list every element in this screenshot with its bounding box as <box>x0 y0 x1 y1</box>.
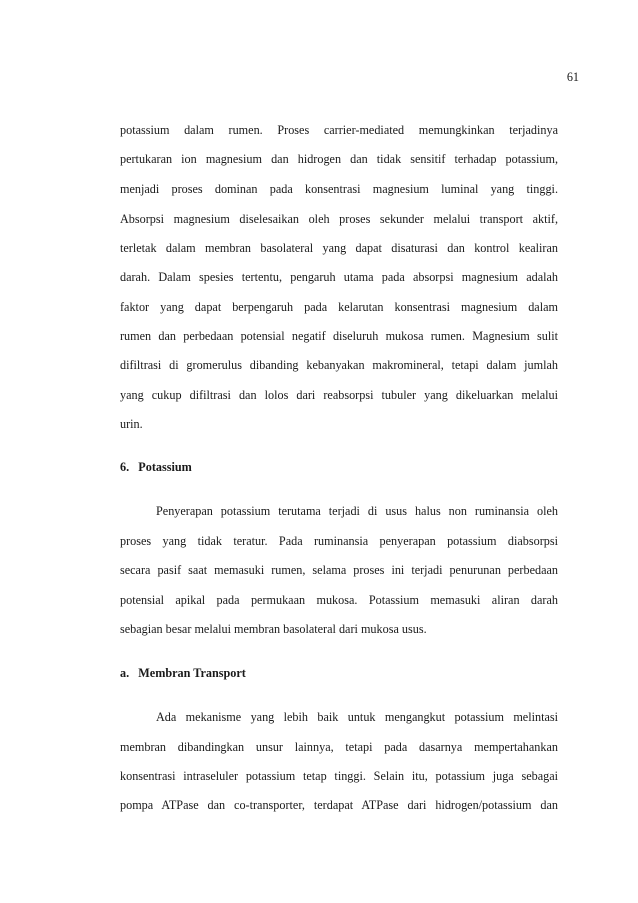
paragraph-2-line: sebagian besar melalui membran basolateral dari mukosa usus. <box>120 622 427 636</box>
paragraph-1-line: urin. <box>120 417 143 431</box>
paragraph-2-line: Penyerapan potassium terutama terjadi di usus halus non ruminansia oleh <box>156 504 558 518</box>
paragraph-1-line: darah. Dalam spesies tertentu, pengaruh utama pada absorpsi magnesium adalah <box>120 270 558 284</box>
paragraph-1-line: terletak dalam membran basolateral yang dapat disaturasi dan kontrol kealiran <box>120 241 558 255</box>
section-heading-potassium: 6. Potassium <box>120 460 192 474</box>
paragraph-3-line: Ada mekanisme yang lebih baik untuk mengangkut potassium melintasi <box>156 710 558 724</box>
paragraph-1-line: rumen dan perbedaan potensial negatif diseluruh mukosa rumen. Magnesium sulit <box>120 329 558 343</box>
paragraph-2-line: secara pasif saat memasuki rumen, selama proses ini terjadi penurunan perbedaan <box>120 563 558 577</box>
paragraph-2-line: proses yang tidak teratur. Pada ruminansia penyerapan potassium diabsorpsi <box>120 534 558 548</box>
paragraph-3-line: membran dibandingkan unsur lainnya, tetapi pada dasarnya mempertahankan <box>120 740 558 754</box>
paragraph-2-line: potensial apikal pada permukaan mukosa. Potassium memasuki aliran darah <box>120 593 558 607</box>
paragraph-1-line: potassium dalam rumen. Proses carrier-mediated memungkinkan terjadinya <box>120 123 558 137</box>
paragraph-1-line: difiltrasi di gromerulus dibanding kebanyakan makromineral, tetapi dalam jumlah <box>120 358 558 372</box>
paragraph-3-line: konsentrasi intraseluler potassium tetap tinggi. Selain itu, potassium juga sebagai <box>120 769 558 783</box>
paragraph-1-line: yang cukup difiltrasi dan lolos dari reabsorpsi tubuler yang dikeluarkan melalui <box>120 388 558 402</box>
paragraph-1-line: Absorpsi magnesium diselesaikan oleh proses sekunder melalui transport aktif, <box>120 212 558 226</box>
paragraph-1-line: pertukaran ion magnesium dan hidrogen dan tidak sensitif terhadap potassium, <box>120 152 558 166</box>
paragraph-1-line: faktor yang dapat berpengaruh pada kelarutan konsentrasi magnesium dalam <box>120 300 558 314</box>
page-number: 61 <box>566 70 579 84</box>
paragraph-3-line: pompa ATPase dan co-transporter, terdapat ATPase dari hidrogen/potassium dan <box>120 798 558 812</box>
section-heading-membran-transport: a. Membran Transport <box>120 666 246 680</box>
paragraph-1-line: menjadi proses dominan pada konsentrasi magnesium luminal yang tinggi. <box>120 182 558 196</box>
